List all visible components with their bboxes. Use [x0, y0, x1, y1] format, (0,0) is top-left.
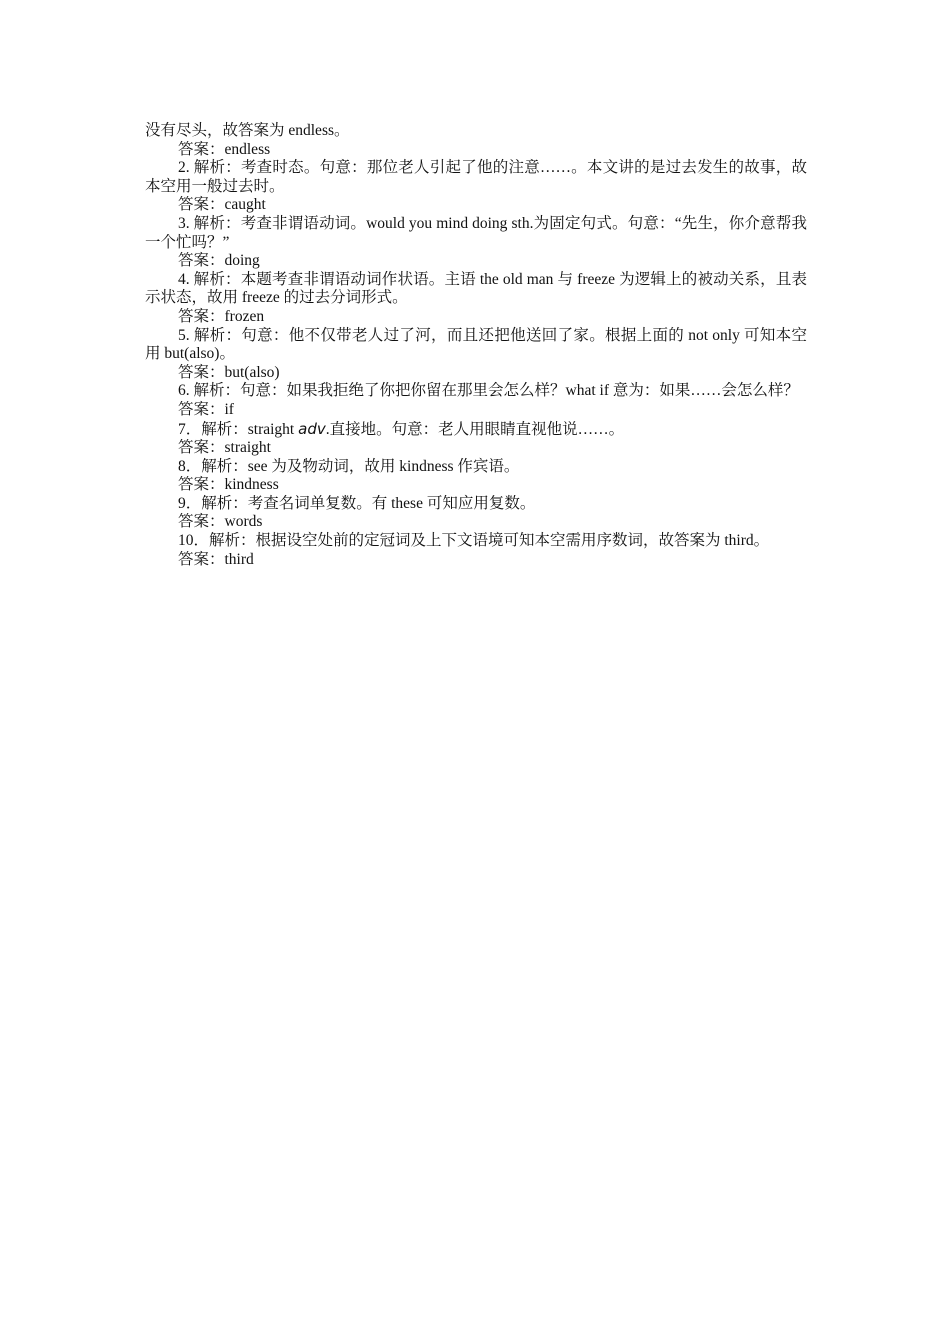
answer-9: 答案：words [178, 513, 263, 531]
answer-3: 答案：doing [178, 252, 260, 270]
answer-2: 答案：caught [178, 196, 266, 214]
explanation-8: 8．解析：see 为及物动词，故用 kindness 作宾语。 [178, 457, 520, 475]
explanation-10: 10．解析：根据设空处前的定冠词及上下文语境可知本空需用序数词，故答案为 third。 [178, 532, 770, 550]
answer-8: 答案：kindness [178, 476, 279, 494]
answer-1: 答案：endless [178, 140, 271, 158]
answer-10: 答案：third [178, 550, 254, 568]
explanation-2: 2. 解析：考查时态。句意：那位老人引起了他的注意……。本文讲的是过去发生的故事，故本空用一般过去时。 [145, 159, 807, 195]
explanation-7-italic: adv [298, 419, 326, 438]
explanation-7 [145, 420, 807, 440]
explanation-7-pre: 7．解析：straight [178, 420, 299, 438]
answer-4: 答案：frozen [178, 307, 265, 325]
explanation-7-post: .直接地。句意：老人用眼睛直视他说……。 [325, 420, 625, 438]
answer-7: 答案：straight [178, 439, 271, 457]
answer-6: 答案：if [178, 400, 234, 418]
explanation-5: 5. 解析：句意：他不仅带老人过了河，而且还把他送回了家。根据上面的 not only 可知本空用 but(also)。 [145, 326, 807, 363]
explanation-9: 9．解析：考查名词单复数。有 these 可知应用复数。 [178, 494, 536, 512]
explanation-4: 4. 解析：本题考查非谓语动词作状语。主语 the old man 与 freeze 为逻辑上的被动关系，且表示状态，故用 freeze 的过去分词形式。 [145, 270, 807, 307]
text-line-1: 没有尽头，故答案为 endless。 [145, 122, 350, 139]
document-page [145, 122, 807, 569]
explanation-3: 3. 解析：考查非谓语动词。would you mind doing sth.为固定句式。句意：“先生，你介意帮我一个忙吗？” [145, 214, 807, 251]
explanation-6: 6. 解析：句意：如果我拒绝了你把你留在那里会怎么样？what if 意为：如果……会怎么样？ [178, 382, 799, 400]
answer-5: 答案：but(also) [178, 363, 280, 381]
